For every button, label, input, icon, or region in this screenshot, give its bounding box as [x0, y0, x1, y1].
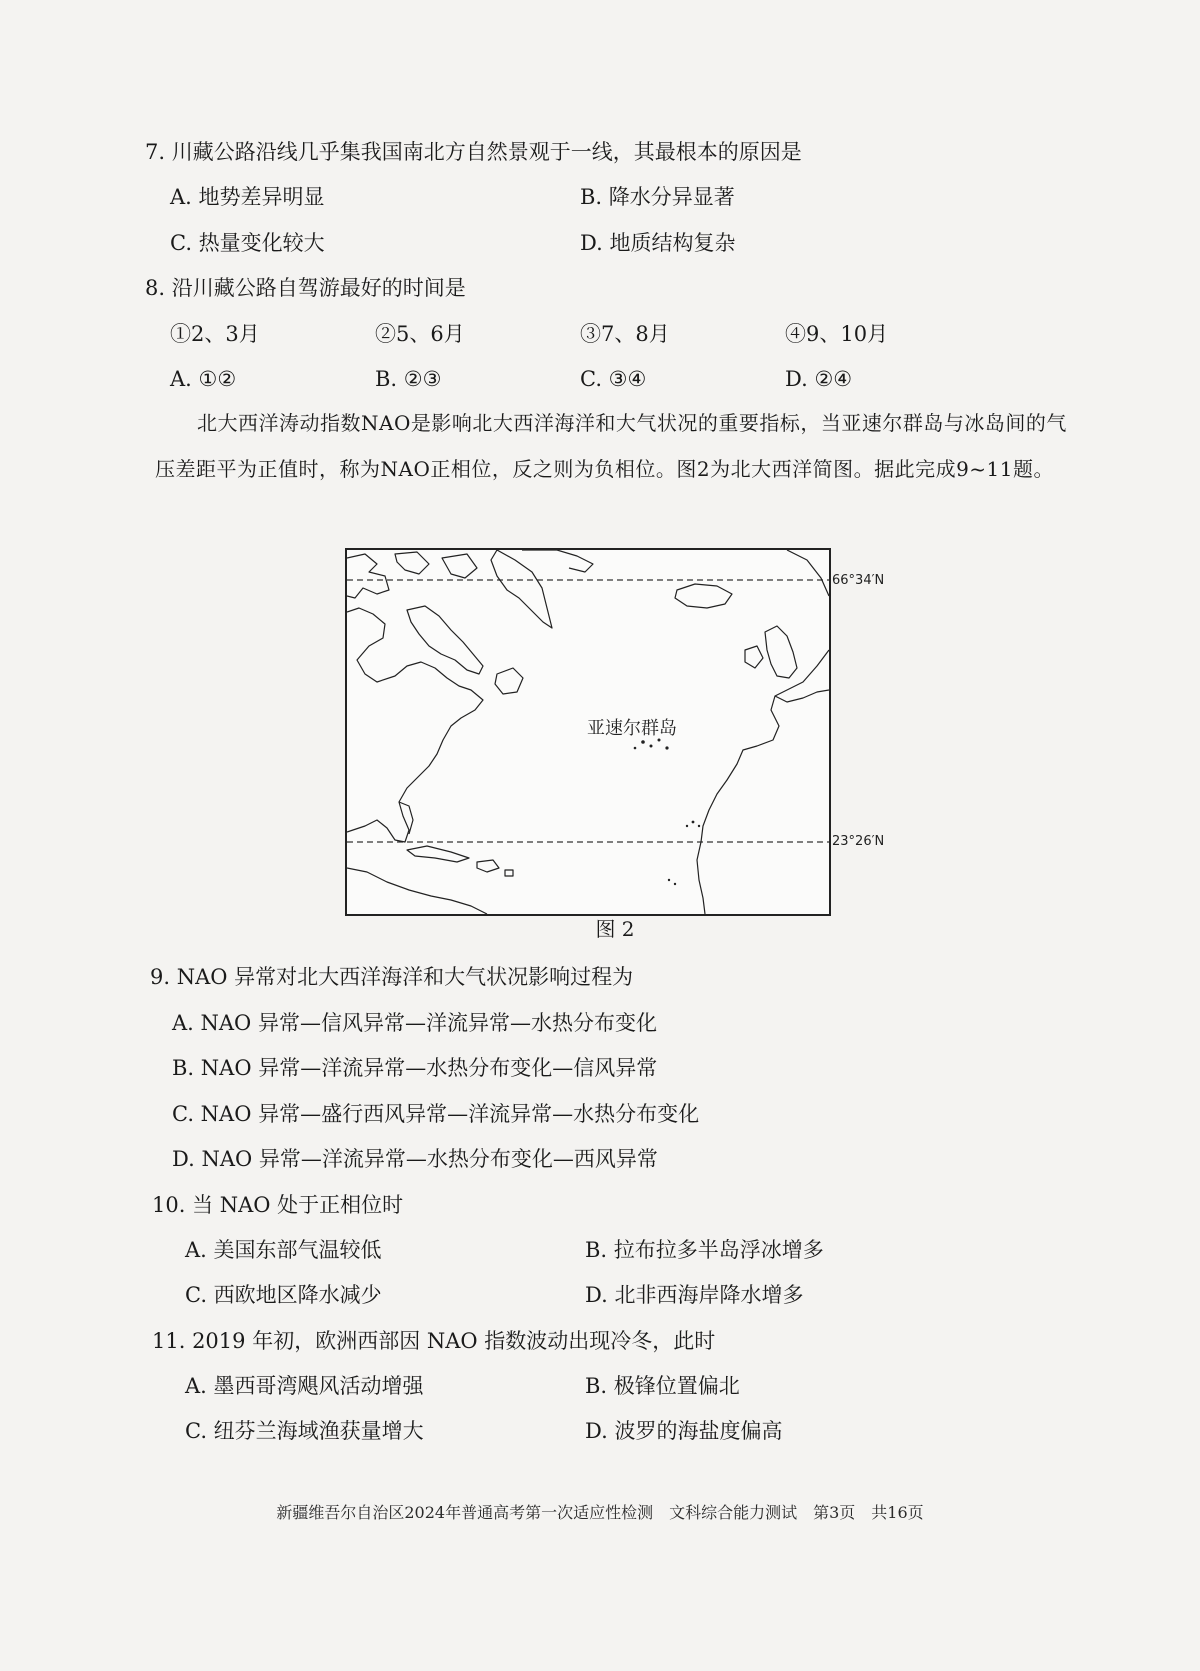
q9-option-d: D. NAO 异常—洋流异常—水热分布变化—西风异常 [172, 1147, 658, 1171]
q8-item-1: ①2、3月 [170, 322, 260, 346]
q9-stem: 9. NAO 异常对北大西洋海洋和大气状况影响过程为 [150, 965, 634, 989]
q10-option-c: C. 西欧地区降水减少 [185, 1283, 382, 1307]
q8-item-3: ③7、8月 [580, 322, 670, 346]
q10-stem: 10. 当 NAO 处于正相位时 [152, 1193, 404, 1217]
q8-item-2: ②5、6月 [375, 322, 465, 346]
labrador-peninsula [407, 606, 483, 674]
q7-option-b: B. 降水分异显著 [580, 185, 735, 209]
q8-option-a: A. ①② [170, 367, 237, 391]
baffin-island [442, 554, 477, 578]
greenland-south [491, 550, 552, 628]
q8-option-c: C. ③④ [580, 367, 647, 391]
q10-option-d: D. 北非西海岸降水增多 [585, 1283, 804, 1307]
q11-option-c: C. 纽芬兰海域渔获量增大 [185, 1419, 424, 1443]
figure-caption: 图 2 [595, 917, 635, 941]
scandinavia-coast [787, 550, 829, 596]
iceland [675, 584, 732, 608]
map-drawing [347, 550, 829, 914]
cape-verde-islands [668, 879, 676, 885]
q11-stem: 11. 2019 年初，欧洲西部因 NAO 指数波动出现冷冬，此时 [152, 1329, 716, 1353]
arctic-islands-coast [347, 554, 389, 598]
q8-option-b: B. ②③ [375, 367, 442, 391]
q7-option-c: C. 热量变化较大 [170, 231, 325, 255]
puerto-rico [505, 870, 513, 876]
q7-option-a: A. 地势差异明显 [170, 185, 325, 209]
q8-item-4: ④9、10月 [785, 322, 889, 346]
hispaniola [477, 860, 499, 872]
q7-option-d: D. 地质结构复杂 [580, 231, 736, 255]
tropic-label: 23°26′N [832, 834, 885, 849]
q8-option-d: D. ②④ [785, 367, 853, 391]
europe-africa-coast [697, 650, 829, 914]
q10-option-b: B. 拉布拉多半岛浮冰增多 [585, 1238, 824, 1262]
passage [155, 400, 1075, 492]
newfoundland [495, 668, 523, 694]
passage-text: 北大西洋涛动指数NAO是影响北大西洋海洋和大气状况的重要指标，当亚速尔群岛与冰岛间的气压差距平为正值时，称为NAO正相位，反之则为负相位。图2为北大西洋简图。据此完成9~11题。 [155, 411, 1067, 481]
greenland-east [522, 550, 593, 572]
q10-option-a: A. 美国东部气温较低 [185, 1238, 382, 1262]
azores-islands [634, 739, 669, 750]
q8-stem: 8. 沿川藏公路自驾游最好的时间是 [145, 276, 466, 300]
q9-option-c: C. NAO 异常—盛行西风异常—洋流异常—水热分布变化 [172, 1102, 700, 1126]
ireland [745, 646, 763, 668]
page-footer: 新疆维吾尔自治区2024年普通高考第一次适应性检测 文科综合能力测试 第3页 共16页 [276, 1503, 924, 1522]
canary-islands [686, 821, 700, 828]
north-atlantic-map [345, 548, 831, 916]
q9-option-b: B. NAO 异常—洋流异常—水热分布变化—信风异常 [172, 1056, 658, 1080]
q7-stem: 7. 川藏公路沿线几乎集我国南北方自然景观于一线，其最根本的原因是 [145, 140, 802, 164]
q9-option-a: A. NAO 异常—信风异常—洋流异常—水热分布变化 [172, 1011, 657, 1035]
q11-option-b: B. 极锋位置偏北 [585, 1374, 740, 1398]
arctic-circle-label: 66°34′N [832, 573, 885, 588]
central-america-coast [347, 868, 487, 914]
florida [399, 802, 413, 834]
great-britain [765, 626, 797, 678]
q11-option-a: A. 墨西哥湾飓风活动增强 [185, 1374, 424, 1398]
north-america-coast [347, 608, 483, 842]
q11-option-d: D. 波罗的海盐度偏高 [585, 1419, 783, 1443]
cuba [407, 846, 469, 862]
baffin-island-north [395, 552, 429, 574]
azores-label: 亚速尔群岛 [587, 718, 677, 739]
